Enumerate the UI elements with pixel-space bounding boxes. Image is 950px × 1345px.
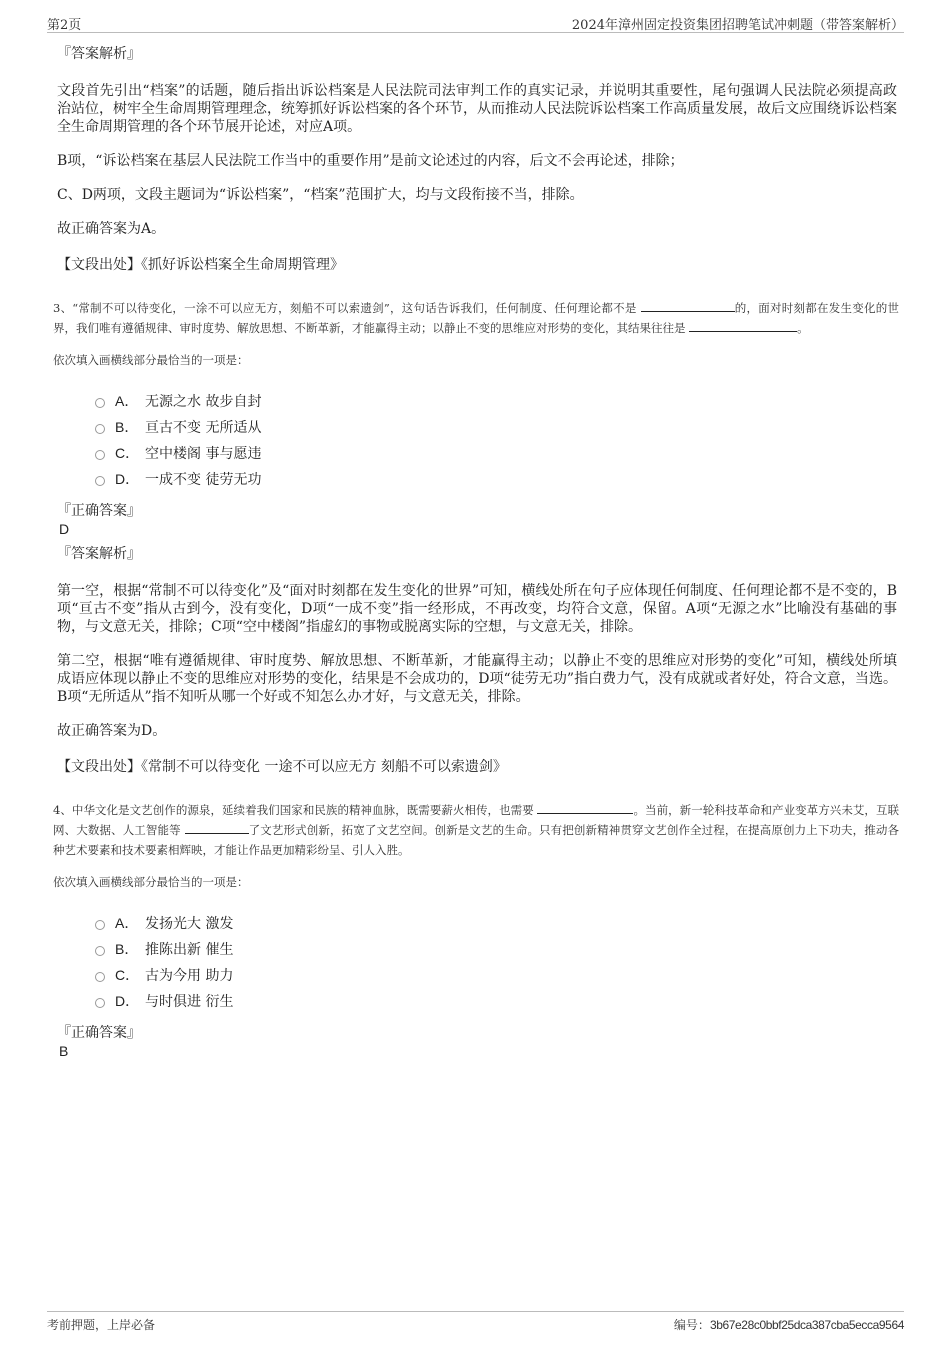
analysis-paragraph: B项，“诉讼档案在基层人民法院工作当中的重要作用”是前文论述过的内容，后文不会再论述，排除； xyxy=(57,153,684,169)
option-b[interactable] xyxy=(95,936,897,962)
correct-answer-value: B xyxy=(59,1043,69,1059)
analysis-paragraph: C、D两项，文段主题词为“诉讼档案”，“档案”范围扩大，均与文段衔接不当，排除。 xyxy=(57,187,584,203)
answer-blank xyxy=(641,299,735,312)
text-source: 【文段出处】《抓好诉讼档案全生命周期管理》 xyxy=(57,257,344,273)
option-c[interactable] xyxy=(95,962,897,988)
option-letter: A． xyxy=(115,915,139,931)
option-text: 一成不变 徒劳无功 xyxy=(145,472,262,488)
option-b[interactable] xyxy=(95,414,897,440)
question-4-options xyxy=(95,910,897,1014)
document-code xyxy=(674,1316,904,1333)
option-text: 无源之水 故步自封 xyxy=(145,394,262,410)
answer-blank xyxy=(185,821,249,834)
page-footer xyxy=(47,1311,904,1336)
option-text: 与时俱进 衍生 xyxy=(145,994,234,1010)
radio-icon[interactable] xyxy=(95,946,105,956)
option-letter: B． xyxy=(115,941,139,957)
correct-answer-value: D xyxy=(59,521,70,537)
correct-answer-label: 『正确答案』 xyxy=(57,1025,141,1041)
option-text: 空中楼阁 事与愿违 xyxy=(145,446,262,462)
document-title: 2024年漳州固定投资集团招聘笔试冲刺题（带答案解析） xyxy=(571,18,904,33)
page-number: 第2页 xyxy=(47,18,82,33)
analysis-paragraph: 第一空，根据“常制不可以待变化”及“面对时刻都在发生变化的世界”可知，横线处所在句子应体现任何制度、任何理论都不是不变的，B项“亘古不变”指从古到今，没有变化，D项“一成不变”指一经形成，不再改变，均符合文意，保留。A项“无源之水”比喻没有基础的事物，与文意无关，排除；C项“空中楼阁”指虚幻的事物或脱离实际的空想，与文意无关，排除。 xyxy=(57,583,897,635)
option-text: 发扬光大 激发 xyxy=(145,916,234,932)
option-d[interactable] xyxy=(95,466,897,492)
correct-answer-label: 『正确答案』 xyxy=(57,503,141,519)
option-d[interactable] xyxy=(95,988,897,1014)
conclusion: 故正确答案为A。 xyxy=(57,221,166,237)
option-letter: C． xyxy=(115,445,140,461)
radio-icon[interactable] xyxy=(95,972,105,982)
answer-blank xyxy=(537,801,633,814)
option-letter: A． xyxy=(115,393,139,409)
question-4-stem: 4、中华文化是文艺创作的源泉，延续着我们国家和民族的精神血脉，既需要薪火相传，也需要 。当前，新一轮科技革命和产业变革方兴未艾，互联网、大数据、人工智能等 了文艺形式创新，拓宽了文艺空间。创新是文艺的生命。只有把创新精神贯穿文艺创作全过程，在提高原创力上下功夫，推动各种艺术要素和技术要素相辉映，才能让作品更加精彩纷呈、引人入胜。 xyxy=(53,803,900,857)
option-a[interactable] xyxy=(95,910,897,936)
radio-icon[interactable] xyxy=(95,398,105,408)
analysis-label: 『答案解析』 xyxy=(57,46,141,62)
option-letter: C． xyxy=(115,967,140,983)
code-value: 3b67e28c0bbf25dca387cba5ecca9564 xyxy=(709,1318,904,1332)
radio-icon[interactable] xyxy=(95,920,105,930)
analysis-paragraph: 第二空，根据“唯有遵循规律、审时度势、解放思想、不断革新，才能赢得主动；以静止不变的思维应对形势的变化”可知，横线处所填成语应体现以静止不变的思维应对形势的变化，结果是不会成功的，D项“徒劳无功”指白费力气，没有成就或者好处，符合文意，当选。B项“无所适从”指不知听从哪一个好或不知怎么办才好，与文意无关，排除。 xyxy=(57,653,897,705)
option-letter: D． xyxy=(115,993,140,1009)
radio-icon[interactable] xyxy=(95,998,105,1008)
radio-icon[interactable] xyxy=(95,476,105,486)
page-header xyxy=(47,10,904,33)
answer-blank xyxy=(689,319,797,332)
analysis-label: 『答案解析』 xyxy=(57,546,141,562)
text-source: 【文段出处】《常制不可以待变化 一途不可以应无方 刻船不可以索遗剑》 xyxy=(57,759,507,775)
option-c[interactable] xyxy=(95,440,897,466)
option-letter: D． xyxy=(115,471,140,487)
option-text: 古为今用 助力 xyxy=(145,968,234,984)
code-label: 编号： xyxy=(673,1318,710,1332)
question-prompt: 依次填入画横线部分最恰当的一项是： xyxy=(53,353,249,367)
conclusion: 故正确答案为D。 xyxy=(57,723,167,739)
option-text: 亘古不变 无所适从 xyxy=(145,420,262,436)
option-a[interactable] xyxy=(95,388,897,414)
page-content xyxy=(53,44,900,1066)
radio-icon[interactable] xyxy=(95,424,105,434)
question-3-options xyxy=(95,388,897,492)
radio-icon[interactable] xyxy=(95,450,105,460)
option-text: 推陈出新 催生 xyxy=(145,942,234,958)
footer-slogan: 考前押题，上岸必备 xyxy=(47,1318,156,1332)
question-3-stem: 3、“常制不可以待变化，一涂不可以应无方，刻船不可以索遗剑”，这句话告诉我们，任何制度、任何理论都不是 的，面对时刻都在发生变化的世界，我们唯有遵循规律、审时度势、解放思想、不断革新，才能赢得主动；以静止不变的思维应对形势的变化，其结果往往是 。 xyxy=(53,301,899,335)
question-prompt: 依次填入画横线部分最恰当的一项是： xyxy=(53,875,249,889)
analysis-paragraph: 文段首先引出“档案”的话题，随后指出诉讼档案是人民法院司法审判工作的真实记录，并说明其重要性，尾句强调人民法院必须提高政治站位，树牢全生命周期管理理念，统筹抓好诉讼档案的各个环节，从而推动人民法院诉讼档案工作高质量发展，故后文应围绕诉讼档案全生命周期管理的各个环节展开论述，对应A项。 xyxy=(57,83,897,135)
option-letter: B． xyxy=(115,419,139,435)
